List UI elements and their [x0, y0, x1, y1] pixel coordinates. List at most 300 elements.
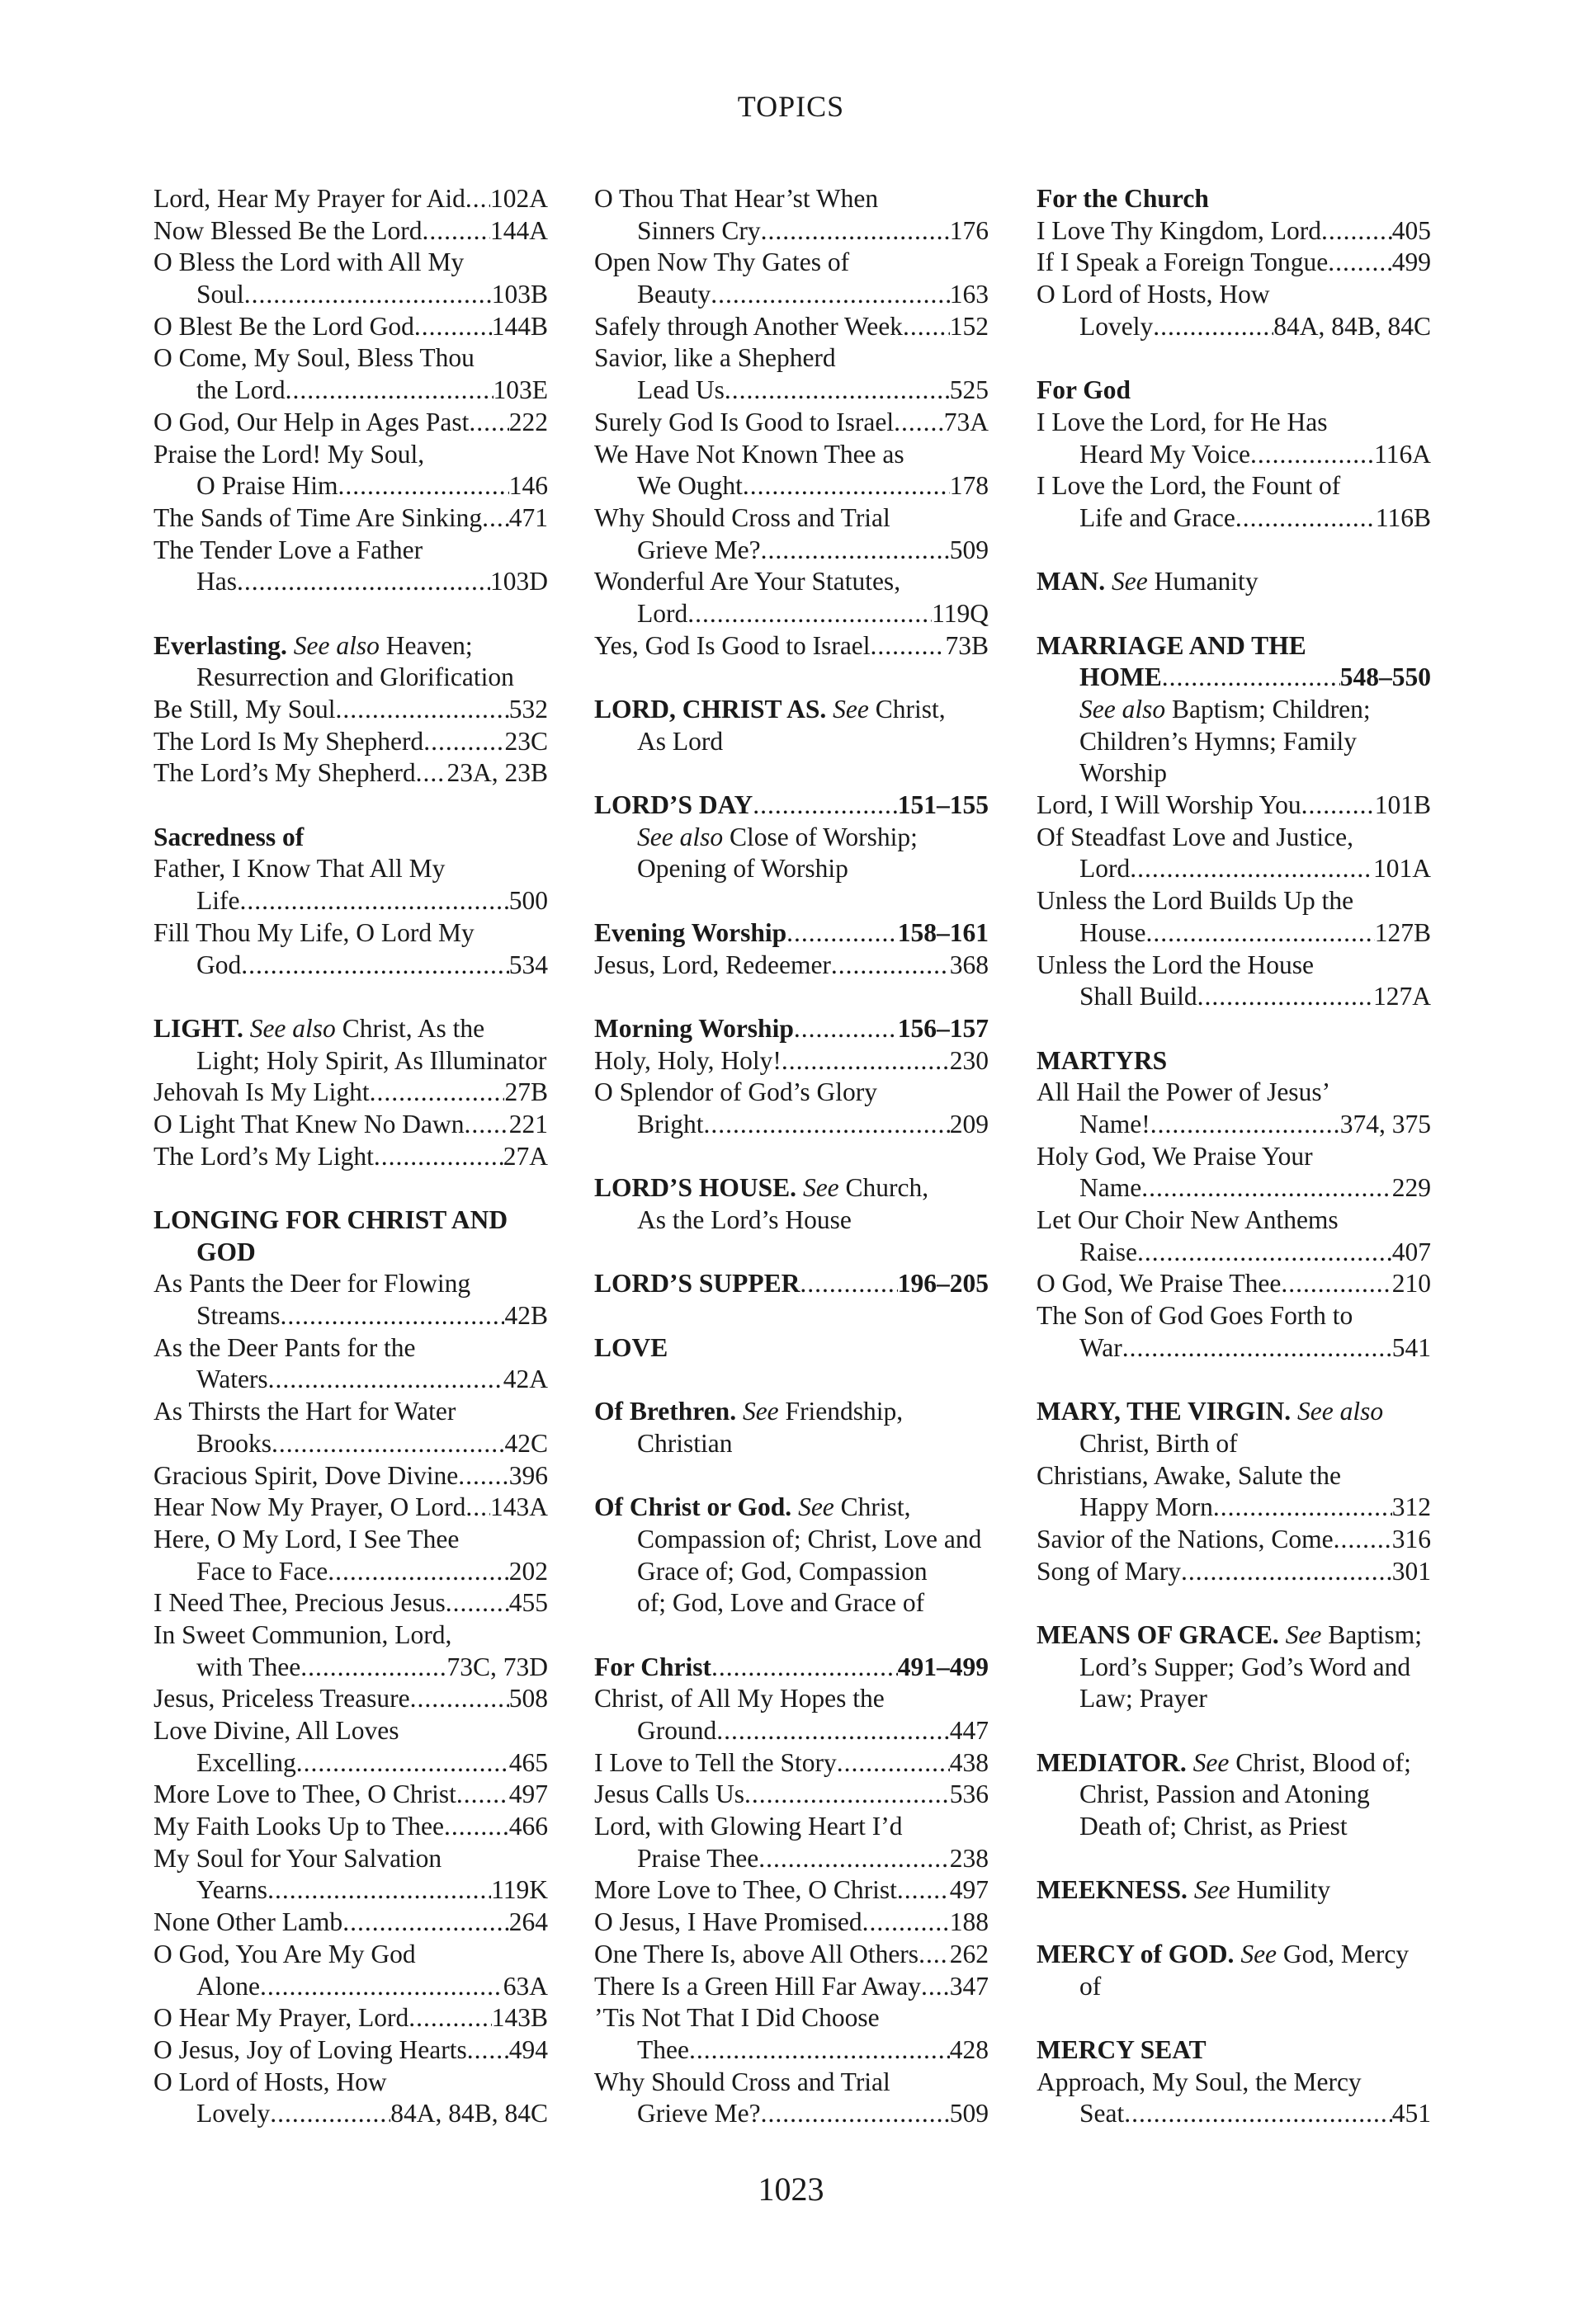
page-reference: 23A, 23B [446, 758, 548, 788]
index-entry [594, 1971, 989, 2003]
see-reference-label: See also [1297, 1397, 1384, 1426]
index-entry [1037, 215, 1431, 247]
topic-heading [594, 1172, 989, 1204]
line-text: of; God, Love and Grace of [637, 1588, 925, 1618]
entry-title: Happy Morn [1079, 1492, 1213, 1522]
index-entry [153, 470, 548, 502]
line-text: I Love the Lord, for He Has [1037, 407, 1328, 436]
entry-title: O Jesus, Joy of Loving Hearts [153, 2034, 467, 2064]
dot-leader [1181, 1556, 1392, 1588]
line-text: O Come, My Soul, Bless Thou [153, 343, 475, 373]
line-text: Let Our Choir New Anthems [1037, 1205, 1339, 1234]
blank-line [1037, 1364, 1431, 1396]
entry-text [594, 1077, 989, 1109]
see-reference-label: See [1240, 1939, 1277, 1968]
entry-title: the Lord [196, 375, 286, 405]
entry-text [594, 1811, 989, 1843]
blank-line [594, 1460, 989, 1492]
entry-text [153, 917, 548, 950]
dot-leader [837, 1747, 950, 1780]
entry-title: For Christ [594, 1652, 712, 1681]
entry-title: Jesus, Priceless Treasure [153, 1684, 410, 1714]
entry-title: Hear Now My Prayer, O Lord [153, 1492, 466, 1522]
line-text: Christians, Awake, Salute the [1037, 1460, 1341, 1490]
see-reference-label: See also [1079, 695, 1166, 724]
line-text: As the Deer Pants for the [153, 1332, 416, 1362]
entry-text [153, 1715, 548, 1747]
entry-text [594, 2002, 989, 2034]
blank-line [1037, 1843, 1431, 1875]
index-entry [153, 375, 548, 407]
entry-title: Evening Worship [594, 917, 787, 947]
topic-heading-text: MEANS OF GRACE. [1037, 1619, 1279, 1649]
entry-title: O God, Our Help in Ages Past [153, 407, 470, 436]
line-text: Grace of; God, Compassion [637, 1556, 928, 1586]
index-entry [153, 2034, 548, 2067]
dot-leader [458, 1460, 509, 1492]
page-reference: 196–205 [897, 1269, 989, 1299]
index-entry [594, 1013, 989, 1045]
index-entry [594, 311, 989, 343]
index-entry [1037, 662, 1431, 694]
entry-text [153, 439, 548, 471]
index-entry [594, 1874, 989, 1907]
dot-leader [239, 885, 508, 917]
line-text: Opening of Worship [637, 854, 848, 884]
index-entry [153, 1300, 548, 1332]
entry-text [1037, 1204, 1431, 1237]
dot-leader [416, 757, 447, 790]
dot-leader [414, 311, 492, 343]
line-text: Open Now Thy Gates of [594, 247, 850, 277]
dot-leader [244, 279, 492, 311]
index-entry [1037, 1556, 1431, 1588]
dot-leader [268, 1364, 503, 1396]
page-reference: 525 [949, 375, 989, 405]
entry-title: Grieve Me? [637, 535, 761, 564]
entry-continuation [153, 662, 548, 694]
dot-leader [758, 1843, 950, 1875]
line-text: Christ, Birth of [1079, 1428, 1238, 1458]
entry-title: My Faith Looks Up to Thee [153, 1812, 445, 1841]
line-text: The Tender Love a Father [153, 535, 423, 564]
index-entry [153, 1587, 548, 1619]
see-reference-target: Christ, Blood of; [1235, 1747, 1411, 1777]
see-reference-target: Church, [845, 1173, 929, 1203]
page-reference: 63A [503, 1971, 548, 2001]
entry-text [153, 1843, 548, 1875]
line-text: I Love the Lord, the Fount of [1037, 471, 1341, 501]
entry-text [1037, 2067, 1431, 2099]
dot-leader [744, 1779, 950, 1811]
index-entry [1037, 917, 1431, 950]
line-text: Law; Prayer [1079, 1684, 1207, 1714]
page-reference: 347 [949, 1971, 989, 2001]
topic-heading-text: LIGHT. [153, 1013, 243, 1043]
entry-title: Face to Face [196, 1556, 328, 1586]
page-reference: 438 [949, 1747, 989, 1777]
line-text: Of Steadfast Love and Justice, [1037, 822, 1354, 851]
page-reference: 158–161 [897, 917, 989, 947]
dot-leader [761, 2098, 950, 2130]
entry-text [1037, 1460, 1431, 1492]
entry-continuation [1037, 1779, 1431, 1811]
dot-leader [1153, 311, 1273, 343]
topic-heading [1037, 1747, 1431, 1780]
index-entry [153, 1364, 548, 1396]
blank-line [153, 790, 548, 822]
page-reference: 163 [949, 280, 989, 309]
line-text: O God, You Are My God [153, 1939, 416, 1968]
page-reference: 494 [508, 2034, 548, 2064]
line-text: Fill Thou My Life, O Lord My [153, 917, 475, 947]
entry-title: House [1079, 917, 1146, 947]
entry-continuation [153, 1045, 548, 1077]
topic-heading [1037, 1874, 1431, 1907]
page-reference: 188 [949, 1907, 989, 1937]
blank-line [1037, 1715, 1431, 1747]
index-entry [153, 1811, 548, 1843]
topic-heading [594, 1332, 989, 1365]
index-entry [594, 407, 989, 439]
dot-leader [711, 279, 950, 311]
entry-continuation [594, 853, 989, 885]
index-entry [153, 407, 548, 439]
page-reference: 176 [949, 215, 989, 245]
dot-leader [465, 183, 490, 215]
dot-leader [272, 1428, 504, 1460]
entry-title: Streams [196, 1301, 281, 1331]
index-entry [1037, 1237, 1431, 1269]
entry-text [1037, 950, 1431, 982]
entry-title: Name! [1079, 1109, 1150, 1138]
entry-title: Name [1079, 1173, 1142, 1203]
see-reference-label: See [1111, 567, 1148, 596]
dot-leader [408, 2002, 491, 2034]
index-entry [153, 1460, 548, 1492]
entry-title: Ground [637, 1716, 717, 1745]
entry-title: Jehovah Is My Light [153, 1077, 370, 1107]
page-reference: 178 [949, 471, 989, 501]
dot-leader [464, 1109, 508, 1141]
dot-leader [897, 1874, 950, 1907]
line-text: Love Divine, All Loves [153, 1716, 399, 1745]
entry-title: Now Blessed Be the Lord [153, 215, 423, 245]
entry-title: I Need Thee, Precious Jesus [153, 1588, 446, 1618]
dot-leader [469, 407, 508, 439]
topic-heading [1037, 1619, 1431, 1652]
blank-line [1037, 1907, 1431, 1939]
blank-line [594, 1364, 989, 1396]
index-column-2 [594, 183, 989, 2130]
index-entry [153, 1109, 548, 1141]
entry-title: Yes, God Is Good to Israel [594, 630, 871, 660]
page-reference: 471 [508, 502, 548, 532]
entry-continuation [594, 1556, 989, 1588]
line-text: Savior, like a Shepherd [594, 343, 836, 373]
entry-continuation [594, 1524, 989, 1556]
entry-continuation [1037, 1652, 1431, 1684]
blank-line [153, 1172, 548, 1204]
topic-heading-text: MEEKNESS. [1037, 1875, 1188, 1905]
line-text: My Soul for Your Salvation [153, 1843, 442, 1873]
blank-line [1037, 535, 1431, 567]
blank-line [153, 598, 548, 630]
page-reference: 101A [1373, 854, 1431, 884]
blank-line [1037, 1013, 1431, 1045]
entry-title: Jesus Calls Us [594, 1780, 745, 1809]
page-reference: 127B [1374, 917, 1431, 947]
line-text: O Lord of Hosts, How [1037, 280, 1270, 309]
dot-leader [1281, 1268, 1391, 1300]
page-reference: 491–499 [897, 1652, 989, 1681]
dot-leader [1301, 790, 1375, 822]
page-reference: 316 [1391, 1524, 1431, 1553]
index-entry [153, 566, 548, 598]
line-text: Why Should Cross and Trial [594, 2067, 890, 2096]
index-entry [153, 1428, 548, 1460]
dot-leader [336, 694, 509, 726]
entry-text [153, 1396, 548, 1428]
index-entry [153, 1971, 548, 2003]
line-text: As Pants the Deer for Flowing [153, 1269, 471, 1299]
topic-heading-text: MAN. [1037, 567, 1106, 596]
index-entry [594, 1939, 989, 1971]
entry-title: War [1079, 1332, 1122, 1362]
entry-text [1037, 1077, 1431, 1109]
line-text: Resurrection and Glorification [196, 662, 514, 692]
entry-text [1037, 822, 1431, 854]
index-entry [153, 1779, 548, 1811]
dot-leader [831, 950, 950, 982]
entry-title: If I Speak a Foreign Tongue [1037, 247, 1329, 277]
page-reference: 202 [508, 1556, 548, 1586]
entry-continuation [594, 1428, 989, 1460]
page-reference: 84A, 84B, 84C [1273, 311, 1431, 341]
index-entry [594, 2098, 989, 2130]
line-text: Close of Worship; [729, 822, 918, 851]
entry-text [153, 1268, 548, 1300]
topic-heading-text: GOD [196, 1237, 256, 1266]
line-text: As Lord [637, 726, 724, 756]
page-reference: 222 [508, 407, 548, 436]
entry-title: O Praise Him [196, 471, 338, 501]
entry-title: Life and Grace [1079, 502, 1235, 532]
page-reference: 465 [508, 1747, 548, 1777]
see-reference-target: Humanity [1154, 567, 1259, 596]
entry-title: Lord, I Will Worship You [1037, 790, 1301, 820]
dot-leader [422, 215, 490, 247]
entry-text [1037, 279, 1431, 311]
index-entry [1037, 1524, 1431, 1556]
index-entry [594, 279, 989, 311]
page-reference: 301 [1391, 1556, 1431, 1586]
line-text: Christ, of All My Hopes the [594, 1684, 885, 1714]
see-reference-label: See [1285, 1619, 1322, 1649]
line-text: Holy God, We Praise Your [1037, 1141, 1313, 1171]
dot-leader [1162, 662, 1340, 694]
page-reference: 116B [1375, 502, 1431, 532]
dot-leader [1124, 2098, 1392, 2130]
line-text: Children’s Hymns; Family [1079, 726, 1358, 756]
blank-line [1037, 1587, 1431, 1619]
entry-title: Lord [1079, 854, 1131, 884]
entry-text [1037, 885, 1431, 917]
topic-heading-text: For God [1037, 375, 1131, 405]
page-reference: 27B [504, 1077, 548, 1107]
dot-leader [370, 1077, 505, 1109]
entry-text [594, 439, 989, 471]
page-reference: 144A [490, 215, 548, 245]
entry-title: O God, We Praise Thee [1037, 1269, 1282, 1299]
entry-continuation [1037, 1683, 1431, 1715]
page-reference: 508 [508, 1684, 548, 1714]
see-reference-label: See [798, 1492, 834, 1522]
entry-title: Surely God Is Good to Israel [594, 407, 895, 436]
entry-text [1037, 1141, 1431, 1173]
index-entry [594, 470, 989, 502]
see-reference-target: Christ, As the [342, 1013, 485, 1043]
entry-title: Brooks [196, 1428, 272, 1458]
topic-heading [1037, 375, 1431, 407]
index-entry [153, 183, 548, 215]
blank-line [1037, 2002, 1431, 2034]
dot-leader [280, 1300, 504, 1332]
page-reference: 262 [949, 1939, 989, 1968]
page-reference: 119K [491, 1875, 548, 1905]
line-text: ’Tis Not That I Did Choose [594, 2003, 880, 2033]
page-reference: 368 [949, 950, 989, 979]
page-reference: 221 [508, 1109, 548, 1138]
see-reference-target: Humility [1236, 1875, 1331, 1905]
dot-leader [456, 1779, 509, 1811]
dot-leader [267, 1874, 491, 1907]
line-text: of [1079, 1971, 1102, 2001]
entry-title: Grieve Me? [637, 2099, 761, 2128]
dot-leader [862, 1907, 950, 1939]
topic-heading [153, 822, 548, 854]
dot-leader [328, 1556, 509, 1588]
line-text: Worship [1079, 758, 1167, 788]
entry-text [153, 535, 548, 567]
page-number: 1023 [758, 2171, 824, 2208]
topic-heading-text: MERCY of GOD. [1037, 1939, 1235, 1968]
page-reference: 396 [508, 1460, 548, 1490]
blank-line [1037, 342, 1431, 375]
entry-title: Sinners Cry [637, 215, 761, 245]
dot-leader [786, 917, 898, 950]
index-entry [1037, 2098, 1431, 2130]
dot-leader [1122, 1332, 1392, 1365]
entry-title: HOME [1079, 662, 1162, 692]
topic-heading-text: MARY, THE VIRGIN. [1037, 1397, 1292, 1426]
dot-leader [1334, 1524, 1392, 1556]
entry-title: Beauty [637, 280, 711, 309]
entry-title: Has [196, 567, 237, 596]
index-entry [594, 2034, 989, 2067]
index-entry [1037, 439, 1431, 471]
index-entry [594, 535, 989, 567]
entry-text [594, 1683, 989, 1715]
dot-leader [1250, 439, 1374, 471]
dot-leader [260, 1971, 503, 2003]
topic-heading [594, 1492, 989, 1524]
entry-continuation [594, 822, 989, 854]
dot-leader [716, 1715, 950, 1747]
dot-leader [1130, 853, 1373, 885]
line-text: O Bless the Lord with All My [153, 247, 465, 277]
page-reference: 27A [503, 1141, 548, 1171]
see-reference-label: See also [249, 1013, 336, 1043]
entry-title: We Ought [637, 471, 743, 501]
dot-leader [743, 470, 950, 502]
entry-title: Shall Build [1079, 982, 1197, 1011]
topic-heading [153, 1237, 548, 1269]
index-entry [153, 279, 548, 311]
entry-title: I Love to Tell the Story [594, 1747, 837, 1777]
entry-title: Yearns [196, 1875, 268, 1905]
line-text: Light; Holy Spirit, As Illuminator [196, 1045, 547, 1075]
entry-title: LORD’S DAY [594, 790, 753, 820]
index-entry [153, 1907, 548, 1939]
entry-text [1037, 1300, 1431, 1332]
entry-continuation [594, 726, 989, 758]
topic-heading-text: LOVE [594, 1332, 668, 1362]
dot-leader [237, 566, 490, 598]
index-entry [153, 950, 548, 982]
entry-title: O Blest Be the Lord God [153, 311, 414, 341]
topic-heading-text: MARRIAGE AND THE [1037, 630, 1306, 660]
index-entry [153, 1874, 548, 1907]
index-entry [1037, 1492, 1431, 1524]
topic-heading [594, 694, 989, 726]
page-reference: 23C [504, 726, 548, 756]
entry-continuation [594, 1587, 989, 1619]
index-entry [153, 2002, 548, 2034]
entry-title: I Love Thy Kingdom, Lord [1037, 215, 1321, 245]
entry-title: Be Still, My Soul [153, 695, 336, 724]
dot-leader [704, 1109, 950, 1141]
dot-leader [761, 535, 950, 567]
entry-title: O Light That Knew No Dawn [153, 1109, 465, 1138]
dot-leader [446, 1587, 509, 1619]
entry-text [153, 1939, 548, 1971]
page-reference: 536 [949, 1780, 989, 1809]
entry-text [153, 247, 548, 279]
line-text: In Sweet Communion, Lord, [153, 1619, 452, 1649]
line-text: Wonderful Are Your Statutes, [594, 567, 901, 596]
page-reference: 405 [1391, 215, 1431, 245]
line-text: The Son of God Goes Forth to [1037, 1301, 1353, 1331]
entry-continuation [1037, 757, 1431, 790]
topic-heading [1037, 1396, 1431, 1428]
page-reference: 451 [1391, 2099, 1431, 2128]
index-entry [153, 885, 548, 917]
index-entry [594, 1843, 989, 1875]
index-entry [594, 598, 989, 630]
index-entry [594, 1268, 989, 1300]
line-text: Approach, My Soul, the Mercy [1037, 2067, 1362, 2096]
entry-title: One There Is, above All Others [594, 1939, 919, 1968]
entry-title: Lovely [196, 2099, 271, 2128]
line-text: We Have Not Known Thee as [594, 439, 904, 469]
dot-leader [725, 375, 950, 407]
blank-line [594, 1141, 989, 1173]
index-entry [594, 1045, 989, 1077]
dot-leader [338, 470, 508, 502]
topic-heading [1037, 2034, 1431, 2067]
entry-title: Seat [1079, 2099, 1125, 2128]
